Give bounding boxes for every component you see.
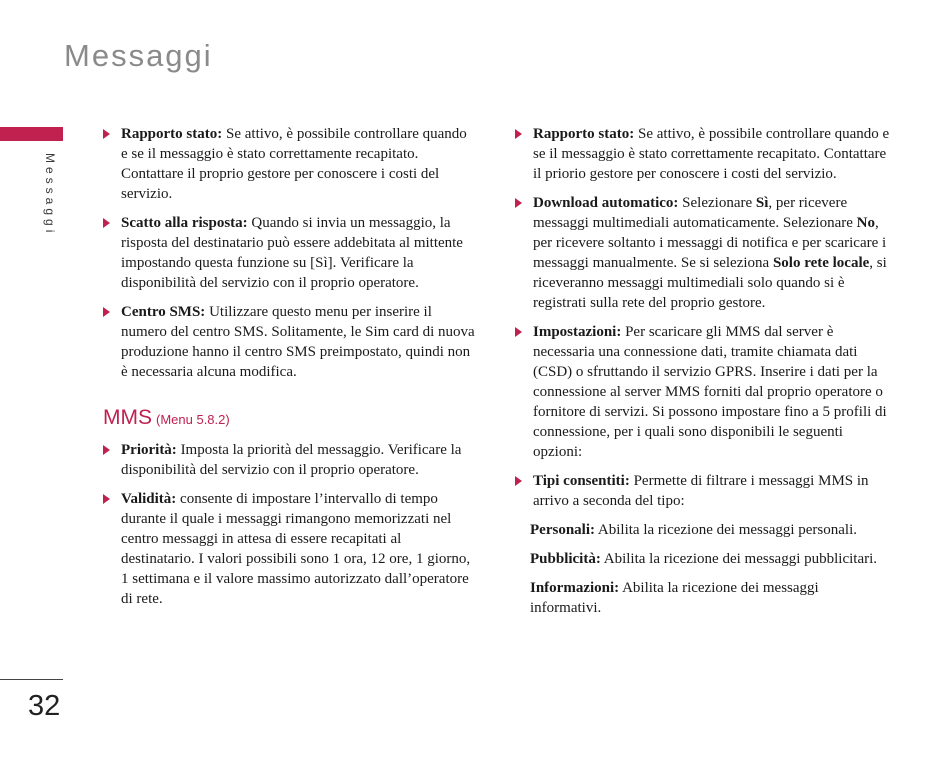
- list-item-centro-sms: [103, 302, 475, 382]
- item-text: Se attivo, è possibile controllare quando e se il messaggio è stato correttamente recapitato. Contattare il priorio gestore per conoscere i costi del servizio.: [533, 126, 890, 182]
- right-column: [515, 124, 891, 627]
- option-solo-rete-locale: Solo rete locale: [772, 255, 870, 271]
- sub-item-text: Abilita la ricezione dei messaggi personali.: [595, 522, 858, 538]
- page-number: 32: [28, 690, 61, 722]
- item-text: consente di impostare l’intervallo di tempo durante il quale i messaggi rimangono memorizzati nel centro messaggi in attesa di essere recapitati al destinatario. I valori possibili sono 1 ora, 12 ore, 1 giorno, 1 settimana e il valore massimo autorizzato dall’operatore di rete.: [121, 491, 471, 607]
- section-accent-bar: [0, 127, 63, 141]
- section-menu-reference: (Menu 5.8.2): [156, 412, 230, 427]
- item-text: Per scaricare gli MMS dal server è necessaria una connessione dati, tramite chiamata dati (CSD) o sfruttando il servizio GPRS. Inserire i dati per la connessione al server MMS forniti dal proprio operatore o fornitore di servizi. Si possono impostare fino a 5 profili di connessione, per i quali sono disponibili le seguenti opzioni:: [533, 324, 887, 460]
- sub-item-informazioni: [515, 578, 891, 618]
- option-no: No: [856, 215, 875, 231]
- item-term: Rapporto stato:: [121, 126, 223, 142]
- sub-item-term: Pubblicità:: [530, 551, 601, 567]
- item-term: Validità:: [121, 491, 177, 507]
- option-si: Sì: [755, 195, 769, 211]
- item-text: Imposta la priorità del messaggio. Verificare la disponibilità del servizio con il proprio operatore.: [121, 442, 462, 478]
- list-item-download-automatico: [515, 193, 891, 313]
- item-text: Quando si invia un messaggio, la risposta del destinatario può essere addebitata al mittente impostando questa funzione su [Sì]. Verificare la disponibilità del servizio con il proprio operatore.: [121, 215, 463, 291]
- item-term: Impostazioni:: [533, 324, 622, 340]
- section-heading-mms: [103, 408, 475, 430]
- list-item-scatto-alla-risposta: [103, 213, 475, 293]
- item-term: Centro SMS:: [121, 304, 206, 320]
- list-item-priorita: [103, 440, 475, 480]
- item-text: , si riceveranno messaggi multimediali solo quando si è registrati sulla rete del proprio gestore.: [533, 255, 887, 311]
- item-text: Selezionare: [678, 195, 756, 211]
- list-item-rapporto-stato: [103, 124, 475, 204]
- list-item-validita: [103, 489, 475, 609]
- triangle-bullet-icon: [103, 307, 110, 317]
- triangle-bullet-icon: [103, 218, 110, 228]
- left-column: [103, 124, 475, 618]
- triangle-bullet-icon: [103, 129, 110, 139]
- sub-item-text: Abilita la ricezione dei messaggi informativi.: [530, 580, 819, 616]
- chapter-side-tab: Messaggi: [43, 153, 57, 237]
- page-title: Messaggi: [64, 38, 213, 73]
- list-item-impostazioni: [515, 322, 891, 462]
- sub-item-term: Personali:: [530, 522, 595, 538]
- item-text: Se attivo, è possibile controllare quando e se il messaggio è stato correttamente recapitato. Contattare il proprio gestore per conoscere i costi del servizio.: [121, 126, 467, 202]
- triangle-bullet-icon: [515, 327, 522, 337]
- sub-item-text: Abilita la ricezione dei messaggi pubblicitari.: [600, 551, 878, 567]
- sub-item-personali: [515, 520, 891, 540]
- item-text: , per ricevere soltanto i messaggi di notifica e per scaricare i messaggi manualmente. Se si seleziona: [533, 215, 887, 271]
- triangle-bullet-icon: [103, 494, 110, 504]
- item-text: Permette di filtrare i messaggi MMS in arrivo a seconda del tipo:: [533, 473, 869, 509]
- list-item-tipi-consentiti: [515, 471, 891, 511]
- sub-item-term: Informazioni:: [530, 580, 620, 596]
- item-text: Utilizzare questo menu per inserire il numero del centro SMS. Solitamente, le Sim card di nuova produzione hanno il centro SMS preimpostato, quindi non è necessaria alcuna modifica.: [121, 304, 475, 380]
- item-term: Scatto alla risposta:: [121, 215, 248, 231]
- list-item-rapporto-stato-mms: [515, 124, 891, 184]
- triangle-bullet-icon: [515, 129, 522, 139]
- triangle-bullet-icon: [515, 476, 522, 486]
- item-term: Priorità:: [121, 442, 177, 458]
- item-text: , per ricevere messaggi multimediali automaticamente. Selezionare: [533, 195, 857, 231]
- footer-rule: [0, 679, 63, 680]
- triangle-bullet-icon: [515, 198, 522, 208]
- section-title: MMS: [103, 406, 152, 429]
- sub-item-pubblicita: [515, 549, 891, 569]
- item-term: Download automatico:: [533, 195, 679, 211]
- item-term: Rapporto stato:: [533, 126, 635, 142]
- triangle-bullet-icon: [103, 445, 110, 455]
- item-term: Tipi consentiti:: [533, 473, 630, 489]
